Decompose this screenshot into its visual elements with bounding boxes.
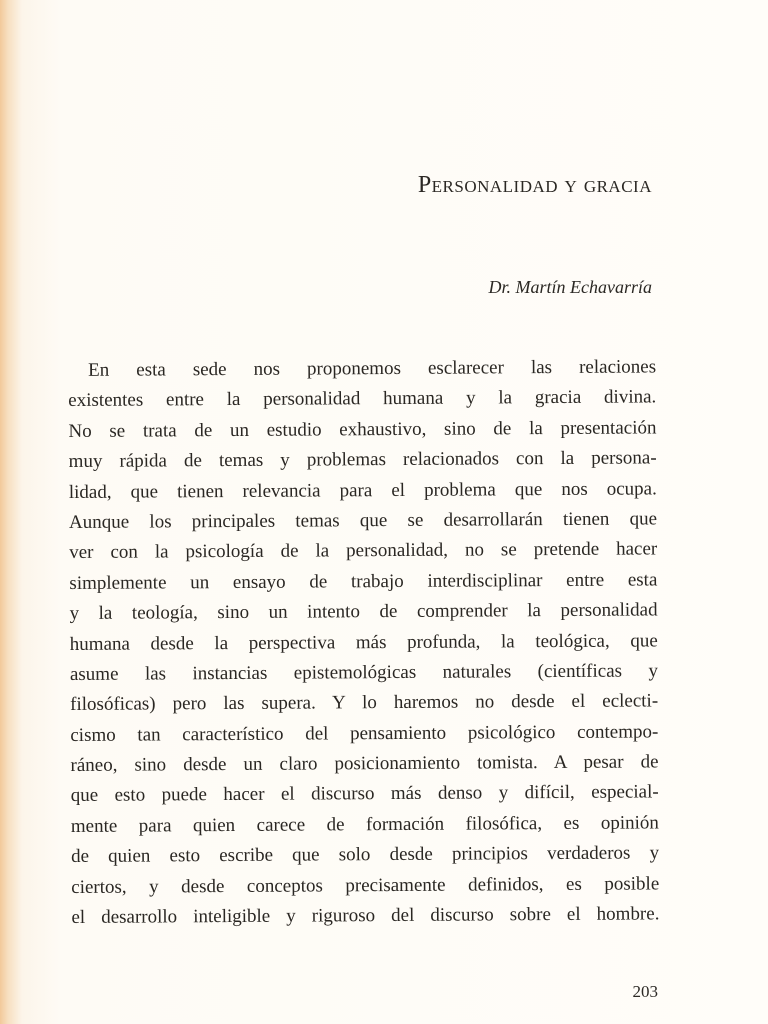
- paragraph-line: humana desde la perspectiva más profunda, la teológica, que: [69, 629, 658, 655]
- chapter-title: Personalidad y gracia: [417, 172, 652, 198]
- paragraph-line: Aunque los principales temas que se desarrollarán tienen que: [68, 508, 658, 533]
- paragraph-line: asume las instancias epistemológicas naturales (científicas y: [69, 660, 658, 685]
- paragraph-line: y la teología, sino un intento de comprender la personalidad: [69, 599, 658, 625]
- paragraph-line: ver con la psicología de la personalidad, no se pretende hacer: [69, 538, 658, 564]
- paragraph-line: ciertos, y desde conceptos precisamente definidos, es posible: [71, 873, 660, 898]
- chapter-author: Dr. Martín Echavarría: [488, 277, 652, 297]
- paragraph-line: filosóficas) pero las supera. Y lo haremos no desde el eclecti-: [70, 690, 659, 716]
- paragraph-line: En esta sede nos proponemos esclarecer las relaciones: [88, 356, 657, 381]
- page-number: 203: [632, 982, 658, 1001]
- paragraph-line: No se trata de un estudio exhaustivo, sino de la presentación: [68, 417, 657, 442]
- paragraph-line: simplemente un ensayo de trabajo interdisciplinar entre esta: [69, 569, 658, 594]
- body-paragraph: [68, 352, 660, 933]
- paragraph-line: muy rápida de temas y problemas relacionados con la persona-: [68, 447, 657, 473]
- paragraph-line: el desarrollo inteligible y riguroso del discurso sobre el hombre.: [71, 903, 660, 929]
- paragraph-line: existentes entre la personalidad humana y la gracia divina.: [68, 386, 657, 412]
- paragraph-line: cismo tan característico del pensamiento psicológico contempo-: [70, 721, 659, 746]
- paragraph-line: lidad, que tienen relevancia para el problema que nos ocupa.: [68, 477, 657, 503]
- paragraph-line: de quien esto escribe que solo desde principios verdaderos y: [70, 842, 660, 868]
- paragraph-line: mente para quien carece de formación filosófica, es opinión: [70, 812, 659, 837]
- paragraph-line: ráneo, sino desde un claro posicionamiento tomista. A pesar de: [70, 751, 659, 777]
- paragraph-line: que esto puede hacer el discurso más denso y difícil, especial-: [70, 781, 659, 807]
